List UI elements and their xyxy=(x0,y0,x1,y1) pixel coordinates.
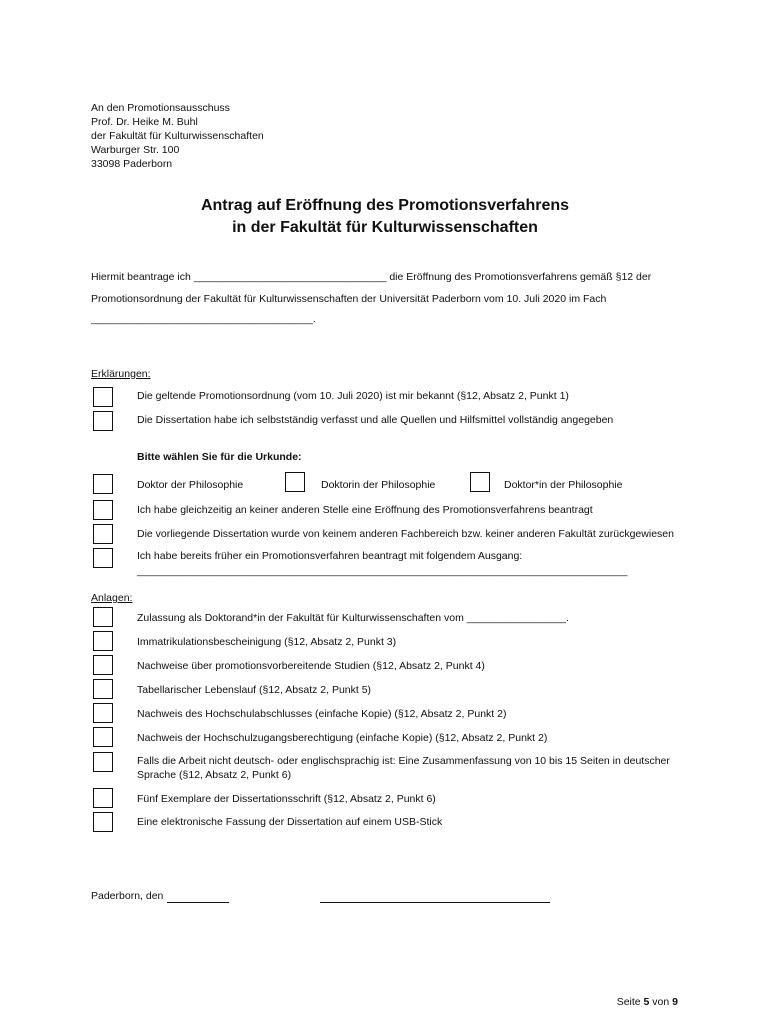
intro-line: Hiermit beantrage ich _________________________________ die Eröffnung des Promotionsverfahrens gemäß §12 der xyxy=(91,271,652,283)
anlage-label: Nachweise über promotionsvorbereitende Studien (§12, Absatz 2, Punkt 4) xyxy=(137,660,485,672)
checkbox-promotionsordnung[interactable] xyxy=(93,387,113,407)
erklaerung-label: Ich habe gleichzeitig an keiner anderen Stelle eine Eröffnung des Promotionsverfahrens beantragt xyxy=(137,504,593,516)
checkbox-studien[interactable] xyxy=(93,655,113,675)
checkbox-selbststaendig[interactable] xyxy=(93,411,113,431)
intro-line: Promotionsordnung der Fakultät für Kulturwissenschaften der Universität Paderborn vom 10. Juli 2020 im Fach xyxy=(91,293,607,305)
anlagen-heading: Anlagen: xyxy=(91,592,133,604)
erklaerungen-heading: Erklärungen: xyxy=(91,368,151,380)
checkbox-hochschulabschluss[interactable] xyxy=(93,703,113,723)
checkbox-lebenslauf[interactable] xyxy=(93,679,113,699)
page-current: 5 xyxy=(643,996,650,1008)
ausgang-line[interactable]: ____________________________________________________________________________________ xyxy=(137,565,628,577)
date-field-line[interactable] xyxy=(167,902,229,903)
erklaerung-label: Die vorliegende Dissertation wurde von keinem anderen Fachbereich bzw. keiner anderen Fakultät zurückgewiesen xyxy=(137,528,674,540)
urkunde-heading: Bitte wählen Sie für die Urkunde: xyxy=(137,451,302,463)
anlage-label: Nachweis des Hochschulabschlusses (einfache Kopie) (§12, Absatz 2, Punkt 2) xyxy=(137,708,507,720)
page-separator: von xyxy=(649,996,673,1008)
signature-line[interactable] xyxy=(320,902,550,903)
erklaerung-label: Die geltende Promotionsordnung (vom 10. Juli 2020) ist mir bekannt (§12, Absatz 2, Punkt 1) xyxy=(137,390,569,402)
checkbox-frueheres-verfahren[interactable] xyxy=(93,548,113,568)
anlage-label: Fünf Exemplare der Dissertationsschrift (§12, Absatz 2, Punkt 6) xyxy=(137,793,436,805)
urkunde-option-label: Doktor*in der Philosophie xyxy=(504,479,623,491)
checkbox-doktorin[interactable] xyxy=(285,472,305,492)
checkbox-hochschulzugang[interactable] xyxy=(93,727,113,747)
anlage-label: Nachweis der Hochschulzugangsberechtigung (einfache Kopie) (§12, Absatz 2, Punkt 2) xyxy=(137,732,548,744)
urkunde-option-label: Doktor der Philosophie xyxy=(137,479,244,491)
checkbox-exemplare[interactable] xyxy=(93,788,113,808)
place-date-label: Paderborn, den xyxy=(91,890,164,902)
anlage-label: Tabellarischer Lebenslauf (§12, Absatz 2, Punkt 5) xyxy=(137,684,372,696)
anlage-label: Eine elektronische Fassung der Dissertation auf einem USB-Stick xyxy=(137,816,443,828)
checkbox-keine-andere-stelle[interactable] xyxy=(93,500,113,520)
intro-subject-line[interactable]: ______________________________________. xyxy=(91,313,316,325)
address-line: Warburger Str. 100 xyxy=(91,144,180,156)
checkbox-zulassung[interactable] xyxy=(93,607,113,627)
title-line: in der Fakultät für Kulturwissenschaften xyxy=(232,219,538,236)
address-line: An den Promotionsausschuss xyxy=(91,102,230,114)
checkbox-usb-stick[interactable] xyxy=(93,812,113,832)
address-line: 33098 Paderborn xyxy=(91,158,173,170)
checkbox-immatrikulation[interactable] xyxy=(93,631,113,651)
anlage-label: Falls die Arbeit nicht deutsch- oder englischsprachig ist: Eine Zusammenfassung von 10 bis 15 Seiten in deutscher xyxy=(137,755,670,767)
erklaerung-label: Ich habe bereits früher ein Promotionsverfahren beantragt mit folgendem Ausgang: xyxy=(137,550,523,562)
checkbox-zusammenfassung[interactable] xyxy=(93,752,113,772)
title-line: Antrag auf Eröffnung des Promotionsverfahrens xyxy=(200,197,570,214)
urkunde-option-label: Doktorin der Philosophie xyxy=(321,479,436,491)
checkbox-doktor-in[interactable] xyxy=(470,472,490,492)
page-total: 9 xyxy=(672,996,678,1008)
anlage-label: Zulassung als Doktorand*in der Fakultät für Kulturwissenschaften vom _________________. xyxy=(137,612,569,624)
anlage-label: Sprache (§12, Absatz 2, Punkt 6) xyxy=(137,769,292,781)
erklaerung-label: Die Dissertation habe ich selbstständig verfasst und alle Quellen und Hilfsmittel vollständig angegeben xyxy=(137,414,614,426)
checkbox-nicht-zurueckgewiesen[interactable] xyxy=(93,524,113,544)
page-number xyxy=(560,996,678,1009)
anlage-label: Immatrikulationsbescheinigung (§12, Absatz 2, Punkt 3) xyxy=(137,636,397,648)
address-line: der Fakultät für Kulturwissenschaften xyxy=(91,130,264,142)
checkbox-doktor[interactable] xyxy=(93,474,113,494)
page-prefix: Seite xyxy=(616,996,644,1008)
address-line: Prof. Dr. Heike M. Buhl xyxy=(91,116,198,128)
